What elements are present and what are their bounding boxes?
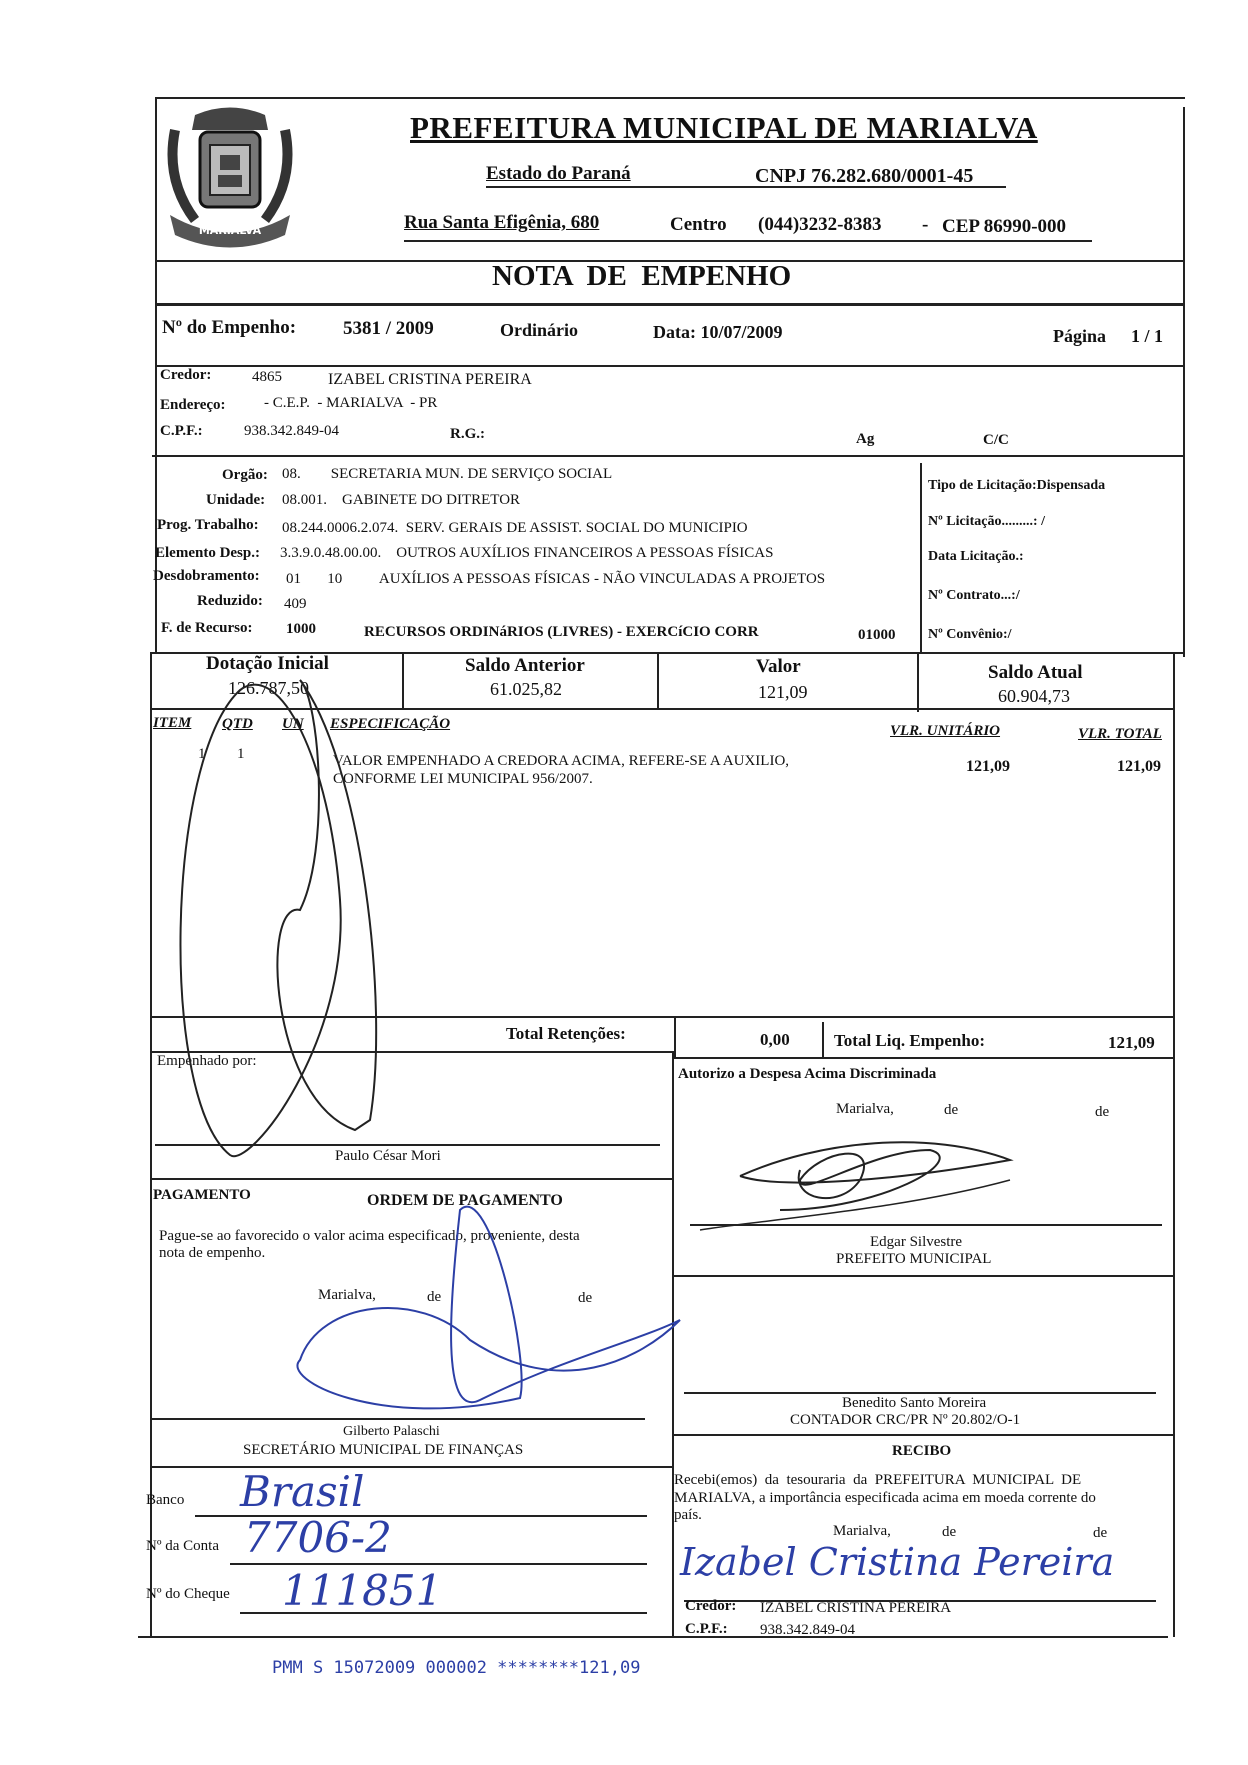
prog-value: 08.244.0006.2.074. SERV. GERAIS DE ASSIST. SOCIAL DO MUNICIPIO — [282, 520, 748, 536]
anterior-value: 61.025,82 — [490, 679, 562, 699]
pagamento-nome: Gilberto Palaschi — [343, 1424, 440, 1439]
elemento-value: 3.3.9.0.48.00.00. OUTROS AUXÍLIOS FINANCEIROS A PESSOAS FÍSICAS — [280, 545, 774, 561]
credor-cpf-label: C.P.F.: — [160, 423, 203, 439]
empenho-num-label: Nº do Empenho: — [162, 317, 297, 338]
header-street: Rua Santa Efigênia, 680 — [404, 212, 600, 233]
contador-cargo: CONTADOR CRC/PR Nº 20.802/O-1 — [790, 1412, 1021, 1428]
pagamento-label: PAGAMENTO — [153, 1187, 251, 1203]
row-unit: 121,09 — [966, 758, 1010, 775]
recibo-texto1: Recebi(emos) da tesouraria da PREFEITURA MUNICIPAL DE — [674, 1472, 1082, 1488]
header-sep: - — [922, 214, 929, 235]
col-vlr-unit: VLR. UNITÁRIO — [890, 723, 1001, 739]
recibo-assinatura: Izabel Cristina Pereira — [680, 1540, 1115, 1584]
pagamento-de1: de — [427, 1289, 442, 1305]
banco-value: Brasil — [240, 1467, 365, 1516]
recurso-label: F. de Recurso: — [161, 620, 253, 636]
pagamento-local: Marialva, — [318, 1287, 376, 1303]
data-licitacao: Data Licitação.: — [928, 549, 1024, 564]
autorizo-de2: de — [1095, 1104, 1110, 1120]
empenho-num: 5381 / 2009 — [343, 318, 434, 339]
dotacao-value: 126.787,50 — [228, 678, 309, 698]
col-espec: ESPECIFICAÇÃO — [330, 716, 451, 732]
row-espec2: CONFORME LEI MUNICIPAL 956/2007. — [333, 771, 593, 787]
prog-label: Prog. Trabalho: — [157, 517, 259, 533]
desdob-label: Desdobramento: — [153, 568, 260, 584]
pagamento-texto2: nota de empenho. — [159, 1245, 266, 1261]
col-un: UN — [282, 716, 304, 732]
row-espec1: VALOR EMPENHADO A CREDORA ACIMA, REFERE-SE A AUXILIO, — [333, 753, 790, 769]
col-item: ITEM — [153, 715, 192, 731]
empenho-pagina-label: Página — [1053, 326, 1107, 346]
desdob-value: 01 10 AUXÍLIOS A PESSOAS FÍSICAS - NÃO VINCULADAS A PROJETOS — [286, 571, 826, 587]
conta-label: Nº da Conta — [146, 1538, 219, 1554]
recurso-cod2: 01000 — [858, 627, 896, 643]
autorizo-nome: Edgar Silvestre — [870, 1234, 963, 1250]
num-licitacao: Nº Licitação.........: / — [928, 514, 1045, 529]
elemento-label: Elemento Desp.: — [155, 545, 260, 561]
svg-text:MARIALVA: MARIALVA — [198, 224, 262, 237]
recibo-credor-label: Credor: — [685, 1598, 737, 1614]
row-qtd: 1 — [237, 746, 245, 762]
credor-codigo: 4865 — [252, 369, 282, 385]
col-vlr-total: VLR. TOTAL — [1078, 726, 1162, 742]
tipo-licitacao: Tipo de Licitação:Dispensada — [928, 478, 1106, 493]
credor-endereco: - C.E.P. - MARIALVA - PR — [264, 395, 438, 411]
header-cnpj: CNPJ 76.282.680/0001-45 — [755, 165, 974, 187]
pagamento-texto1: Pague-se ao favorecido o valor acima especificado, proveniente, desta — [159, 1228, 580, 1244]
anterior-label: Saldo Anterior — [465, 655, 585, 676]
liq-value: 121,09 — [1108, 1033, 1155, 1052]
unidade-value: 08.001. GABINETE DO DITRETOR — [282, 492, 521, 508]
liq-label: Total Liq. Empenho: — [834, 1031, 985, 1050]
empenhado-nome: Paulo César Mori — [335, 1148, 441, 1164]
row-item: 1 — [198, 746, 206, 762]
retencoes-label: Total Retenções: — [506, 1024, 626, 1043]
orgao-value: 08. SECRETARIA MUN. DE SERVIÇO SOCIAL — [282, 466, 613, 482]
valor-value: 121,09 — [758, 682, 808, 702]
credor-cc-label: C/C — [983, 432, 1009, 448]
retencoes-value: 0,00 — [760, 1030, 790, 1049]
header-state: Estado do Paraná — [486, 163, 631, 184]
recibo-cpf: 938.342.849-04 — [760, 1622, 855, 1638]
contador-nome: Benedito Santo Moreira — [842, 1395, 987, 1411]
recurso-cod: 1000 — [286, 621, 316, 637]
unidade-label: Unidade: — [206, 492, 266, 508]
recibo-cpf-label: C.P.F.: — [685, 1621, 728, 1637]
cheque-value: 111851 — [282, 1566, 443, 1615]
orgao-label: Orgão: — [222, 467, 268, 483]
autorizo-de1: de — [944, 1102, 959, 1118]
credor-nome: IZABEL CRISTINA PEREIRA — [328, 371, 532, 388]
row-total: 121,09 — [1117, 758, 1161, 775]
conta-value: 7706-2 — [244, 1513, 392, 1562]
recibo-de1: de — [942, 1524, 957, 1540]
credor-rg-label: R.G.: — [450, 426, 485, 442]
banco-label: Banco — [146, 1492, 185, 1508]
num-convenio: Nº Convênio:/ — [928, 627, 1012, 642]
recurso-desc: RECURSOS ORDINáRIOS (LIVRES) - EXERCíCIO CORR — [364, 624, 759, 640]
credor-ag-label: Ag — [856, 431, 875, 447]
dotacao-label: Dotação Inicial — [206, 653, 329, 674]
recibo-texto2: MARIALVA, a importância especificada acima em moeda corrente do — [674, 1490, 1096, 1506]
autorizo-local: Marialva, — [836, 1101, 894, 1117]
header-phone: (044)3232-8383 — [758, 214, 882, 235]
atual-value: 60.904,73 — [998, 686, 1070, 706]
credor-label: Credor: — [160, 367, 212, 383]
recibo-credor-nome: IZABEL CRISTINA PEREIRA — [760, 1600, 952, 1616]
empenho-data: Data: 10/07/2009 — [653, 322, 783, 342]
empenhado-label: Empenhado por: — [157, 1053, 257, 1069]
header-cep: CEP 86990-000 — [942, 216, 1067, 237]
pagamento-de2: de — [578, 1290, 593, 1306]
cheque-label: Nº do Cheque — [146, 1586, 230, 1602]
recibo-texto3: país. — [674, 1507, 702, 1523]
header-district: Centro — [670, 214, 727, 235]
reduzido-value: 409 — [284, 596, 307, 612]
pagamento-cargo: SECRETÁRIO MUNICIPAL DE FINANÇAS — [243, 1442, 524, 1458]
autorizo-cargo: PREFEITO MUNICIPAL — [836, 1251, 992, 1267]
ordem-label: ORDEM DE PAGAMENTO — [367, 1192, 563, 1209]
document-title: NOTA DE EMPENHO — [492, 260, 792, 292]
col-qtd: QTD — [222, 716, 253, 732]
credor-endereco-label: Endereço: — [160, 397, 226, 413]
atual-label: Saldo Atual — [988, 662, 1083, 683]
recibo-local: Marialva, — [833, 1523, 891, 1539]
header-title: PREFEITURA MUNICIPAL DE MARIALVA — [410, 110, 1038, 145]
credor-cpf: 938.342.849-04 — [244, 423, 339, 439]
reduzido-label: Reduzido: — [197, 593, 263, 609]
valor-label: Valor — [756, 656, 801, 677]
recibo-label: RECIBO — [892, 1443, 952, 1459]
num-contrato: Nº Contrato...:/ — [928, 588, 1020, 603]
empenho-pagina: 1 / 1 — [1131, 326, 1164, 346]
autorizo-label: Autorizo a Despesa Acima Discriminada — [678, 1066, 937, 1082]
recibo-de2: de — [1093, 1525, 1108, 1541]
bank-stamp: PMM S 15072009 000002 ********121,09 — [272, 1658, 641, 1678]
empenho-tipo: Ordinário — [500, 320, 579, 340]
